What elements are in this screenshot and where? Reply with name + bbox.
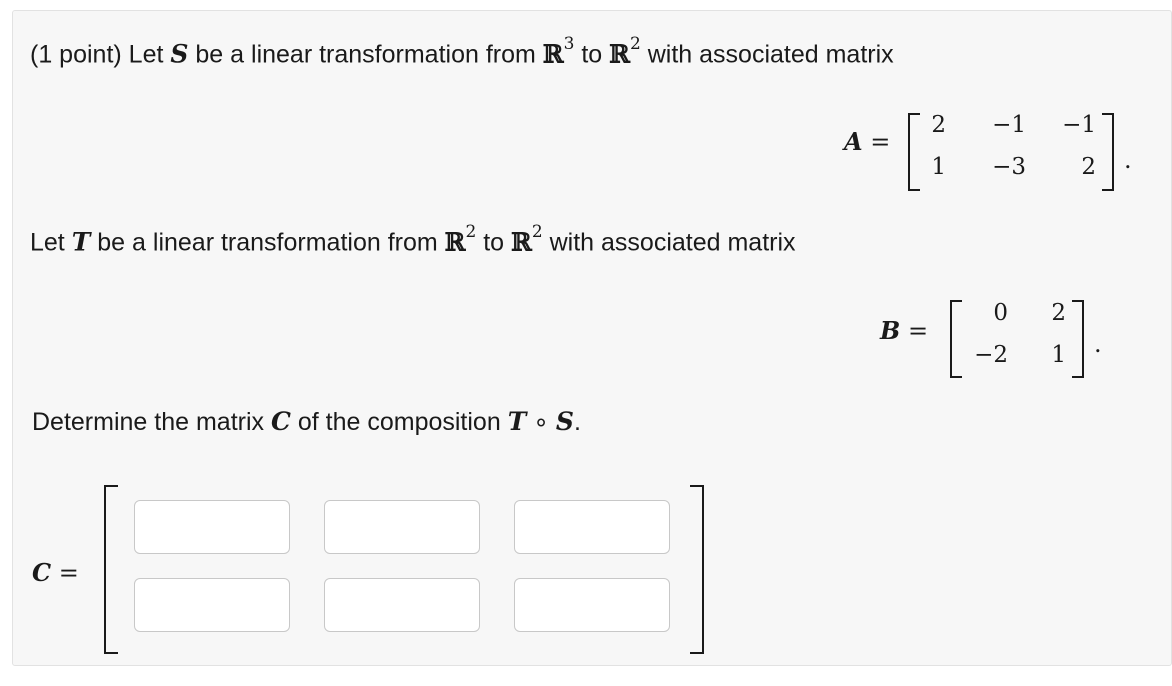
composition-operator: ∘ xyxy=(533,408,549,436)
var-T: T xyxy=(71,227,91,257)
var-S: S xyxy=(170,39,189,69)
answer-cell-1-2[interactable] xyxy=(324,500,480,554)
answer-cell-2-2[interactable] xyxy=(324,578,480,632)
matrix-A-right-bracket xyxy=(1102,113,1114,191)
answer-cell-1-1[interactable] xyxy=(134,500,290,554)
matrix-B-cell: −2 xyxy=(974,342,1008,368)
matrix-B-label: B = xyxy=(880,316,929,345)
matrix-B-cell: 2 xyxy=(1051,300,1066,326)
problem-statement-1: (1 point) Let S be a linear transformation from ℝ$^3$ to ℝ$^2$ with associated matrix xyxy=(30,34,894,69)
points-label: (1 point) xyxy=(30,40,122,69)
problem-question: Determine the matrix C of the composition T ∘ S. xyxy=(32,407,581,436)
matrix-A-cell: −1 xyxy=(1062,112,1096,138)
matrix-B-right-bracket xyxy=(1072,300,1084,378)
matrix-A-left-bracket xyxy=(908,113,920,191)
problem-statement-2: Let T be a linear transformation from ℝ$^2$ to ℝ$^2$ with associated matrix xyxy=(30,222,796,257)
matrix-B-cell: 0 xyxy=(993,300,1008,326)
matrix-A-cell: 2 xyxy=(931,112,946,138)
matrix-B-cell: 1 xyxy=(1051,342,1066,368)
matrix-A-cell: −3 xyxy=(992,154,1026,180)
answer-cell-2-3[interactable] xyxy=(514,578,670,632)
problem-panel xyxy=(12,10,1172,666)
matrix-A-cell: 1 xyxy=(931,154,946,180)
var-C: C xyxy=(270,407,291,436)
matrix-A-cell: −1 xyxy=(992,112,1026,138)
answer-cell-1-3[interactable] xyxy=(514,500,670,554)
matrix-A-cell: 2 xyxy=(1081,154,1096,180)
matrix-A-label: A = xyxy=(844,127,891,156)
matrix-A-period: . xyxy=(1124,146,1132,174)
answer-left-bracket xyxy=(104,485,118,654)
matrix-B-left-bracket xyxy=(950,300,962,378)
answer-cell-2-1[interactable] xyxy=(134,578,290,632)
answer-matrix-label: C = xyxy=(32,558,79,587)
matrix-B-period: . xyxy=(1094,330,1102,358)
answer-right-bracket xyxy=(690,485,704,654)
